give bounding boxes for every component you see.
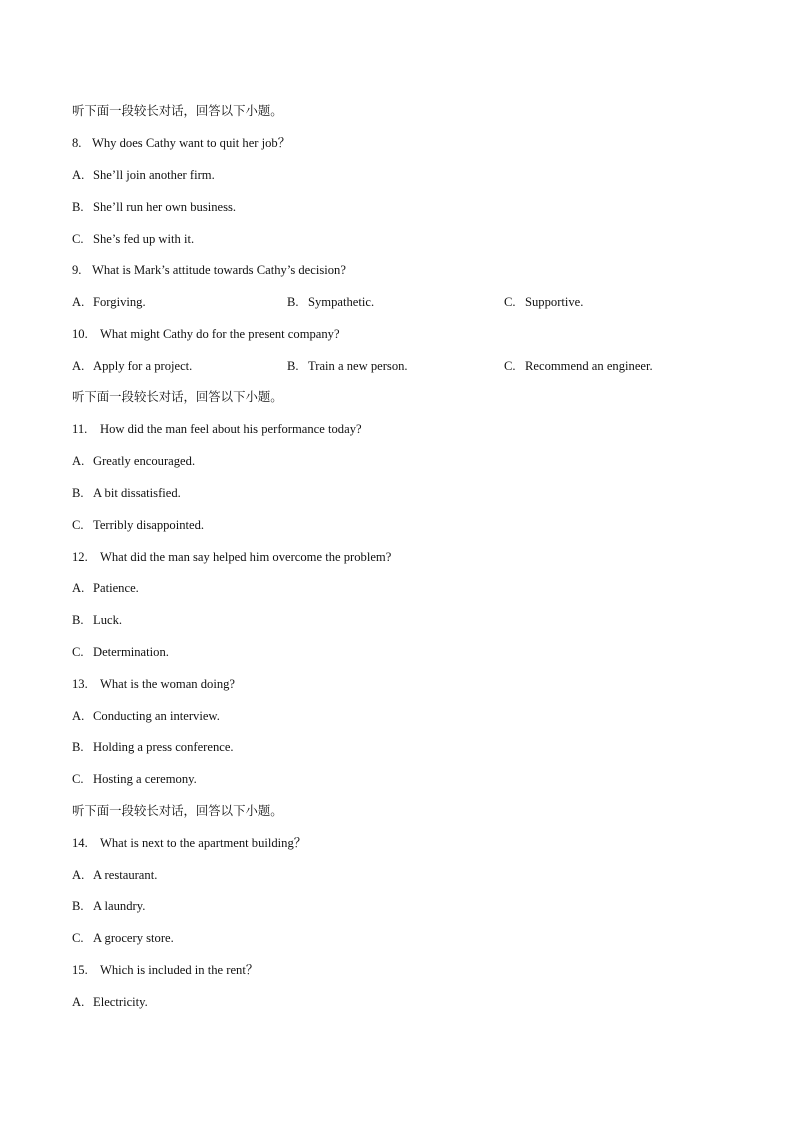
option-letter: B. [72,740,84,754]
question-text: Why does Cathy want to quit her job？ [92,136,291,150]
option-letter: A. [72,168,85,182]
option-letter: B. [287,359,299,373]
option-letter: A. [72,581,85,595]
section-heading: 听下面一段较长对话，回答以下小题。 [72,389,283,404]
option-letter: B. [72,486,84,500]
option-text: Determination. [93,645,169,659]
option-text: Holding a press conference. [93,740,234,754]
option-text: A bit dissatisfied. [93,486,181,500]
option-text: Forgiving. [93,295,146,309]
option-15-a [72,994,148,1010]
option-14-c [72,930,174,946]
option-text: Hosting a ceremony. [93,772,197,786]
option-14-b [72,898,145,914]
question-8 [72,135,290,151]
question-number: 13. [72,677,88,691]
option-text: Train a new person. [308,359,408,373]
option-text: A grocery store. [93,931,174,945]
option-letter: C. [72,232,84,246]
question-text: How did the man feel about his performance today? [100,422,362,436]
option-text: She’s fed up with it. [93,232,195,246]
section-heading: 听下面一段较长对话，回答以下小题。 [72,803,283,818]
option-12-c [72,644,169,660]
option-text: She’ll join another firm. [93,168,215,182]
option-letter: A. [72,359,85,373]
option-12-a [72,580,139,596]
question-text: What is the woman doing? [100,677,236,691]
question-12 [72,549,391,565]
option-13-a [72,708,220,724]
option-letter: A. [72,868,85,882]
option-letter: C. [504,359,516,373]
question-13 [72,676,235,692]
option-text: Supportive. [525,295,584,309]
question-number: 8. [72,136,82,150]
option-9-c [504,294,583,310]
option-text: Recommend an engineer. [525,359,653,373]
option-letter: A. [72,995,85,1009]
option-8-a [72,167,215,183]
question-number: 10. [72,327,88,341]
option-11-a [72,453,195,469]
question-number: 11. [72,422,88,436]
option-11-c [72,517,204,533]
option-letter: C. [504,295,516,309]
option-14-a [72,867,157,883]
question-number: 15. [72,963,88,977]
option-text: Sympathetic. [308,295,375,309]
option-9-b [287,294,374,310]
option-10-a [72,358,192,374]
question-14 [72,835,306,851]
question-text: What is Mark’s attitude towards Cathy’s decision? [92,263,346,277]
option-letter: C. [72,772,84,786]
option-letter: B. [287,295,299,309]
option-10-b [287,358,408,374]
question-text: Which is included in the rent？ [100,963,259,977]
question-9 [72,262,346,278]
option-letter: A. [72,454,85,468]
option-8-b [72,199,236,215]
option-text: Luck. [93,613,123,627]
option-text: Greatly encouraged. [93,454,196,468]
question-10 [72,326,340,342]
question-text: What is next to the apartment building？ [100,836,307,850]
option-11-b [72,485,181,501]
option-text: She’ll run her own business. [93,200,237,214]
option-text: Conducting an interview. [93,709,220,723]
question-11 [72,421,362,437]
question-number: 9. [72,263,82,277]
option-text: Terribly disappointed. [93,518,205,532]
question-number: 14. [72,836,88,850]
option-letter: B. [72,613,84,627]
option-text: A laundry. [93,899,146,913]
section-heading: 听下面一段较长对话，回答以下小题。 [72,103,283,118]
option-12-b [72,612,122,628]
option-13-c [72,771,197,787]
option-text: Apply for a project. [93,359,193,373]
option-text: Patience. [93,581,139,595]
option-13-b [72,739,234,755]
question-number: 12. [72,550,88,564]
option-letter: C. [72,518,84,532]
option-letter: A. [72,295,85,309]
question-text: What might Cathy do for the present company? [100,327,340,341]
option-9-a [72,294,146,310]
option-10-c [504,358,653,374]
option-text: Electricity. [93,995,148,1009]
option-letter: C. [72,645,84,659]
question-text: What did the man say helped him overcome the problem? [100,550,392,564]
option-letter: B. [72,200,84,214]
option-text: A restaurant. [93,868,158,882]
option-letter: A. [72,709,85,723]
option-letter: C. [72,931,84,945]
question-15 [72,962,258,978]
option-8-c [72,231,194,247]
option-letter: B. [72,899,84,913]
